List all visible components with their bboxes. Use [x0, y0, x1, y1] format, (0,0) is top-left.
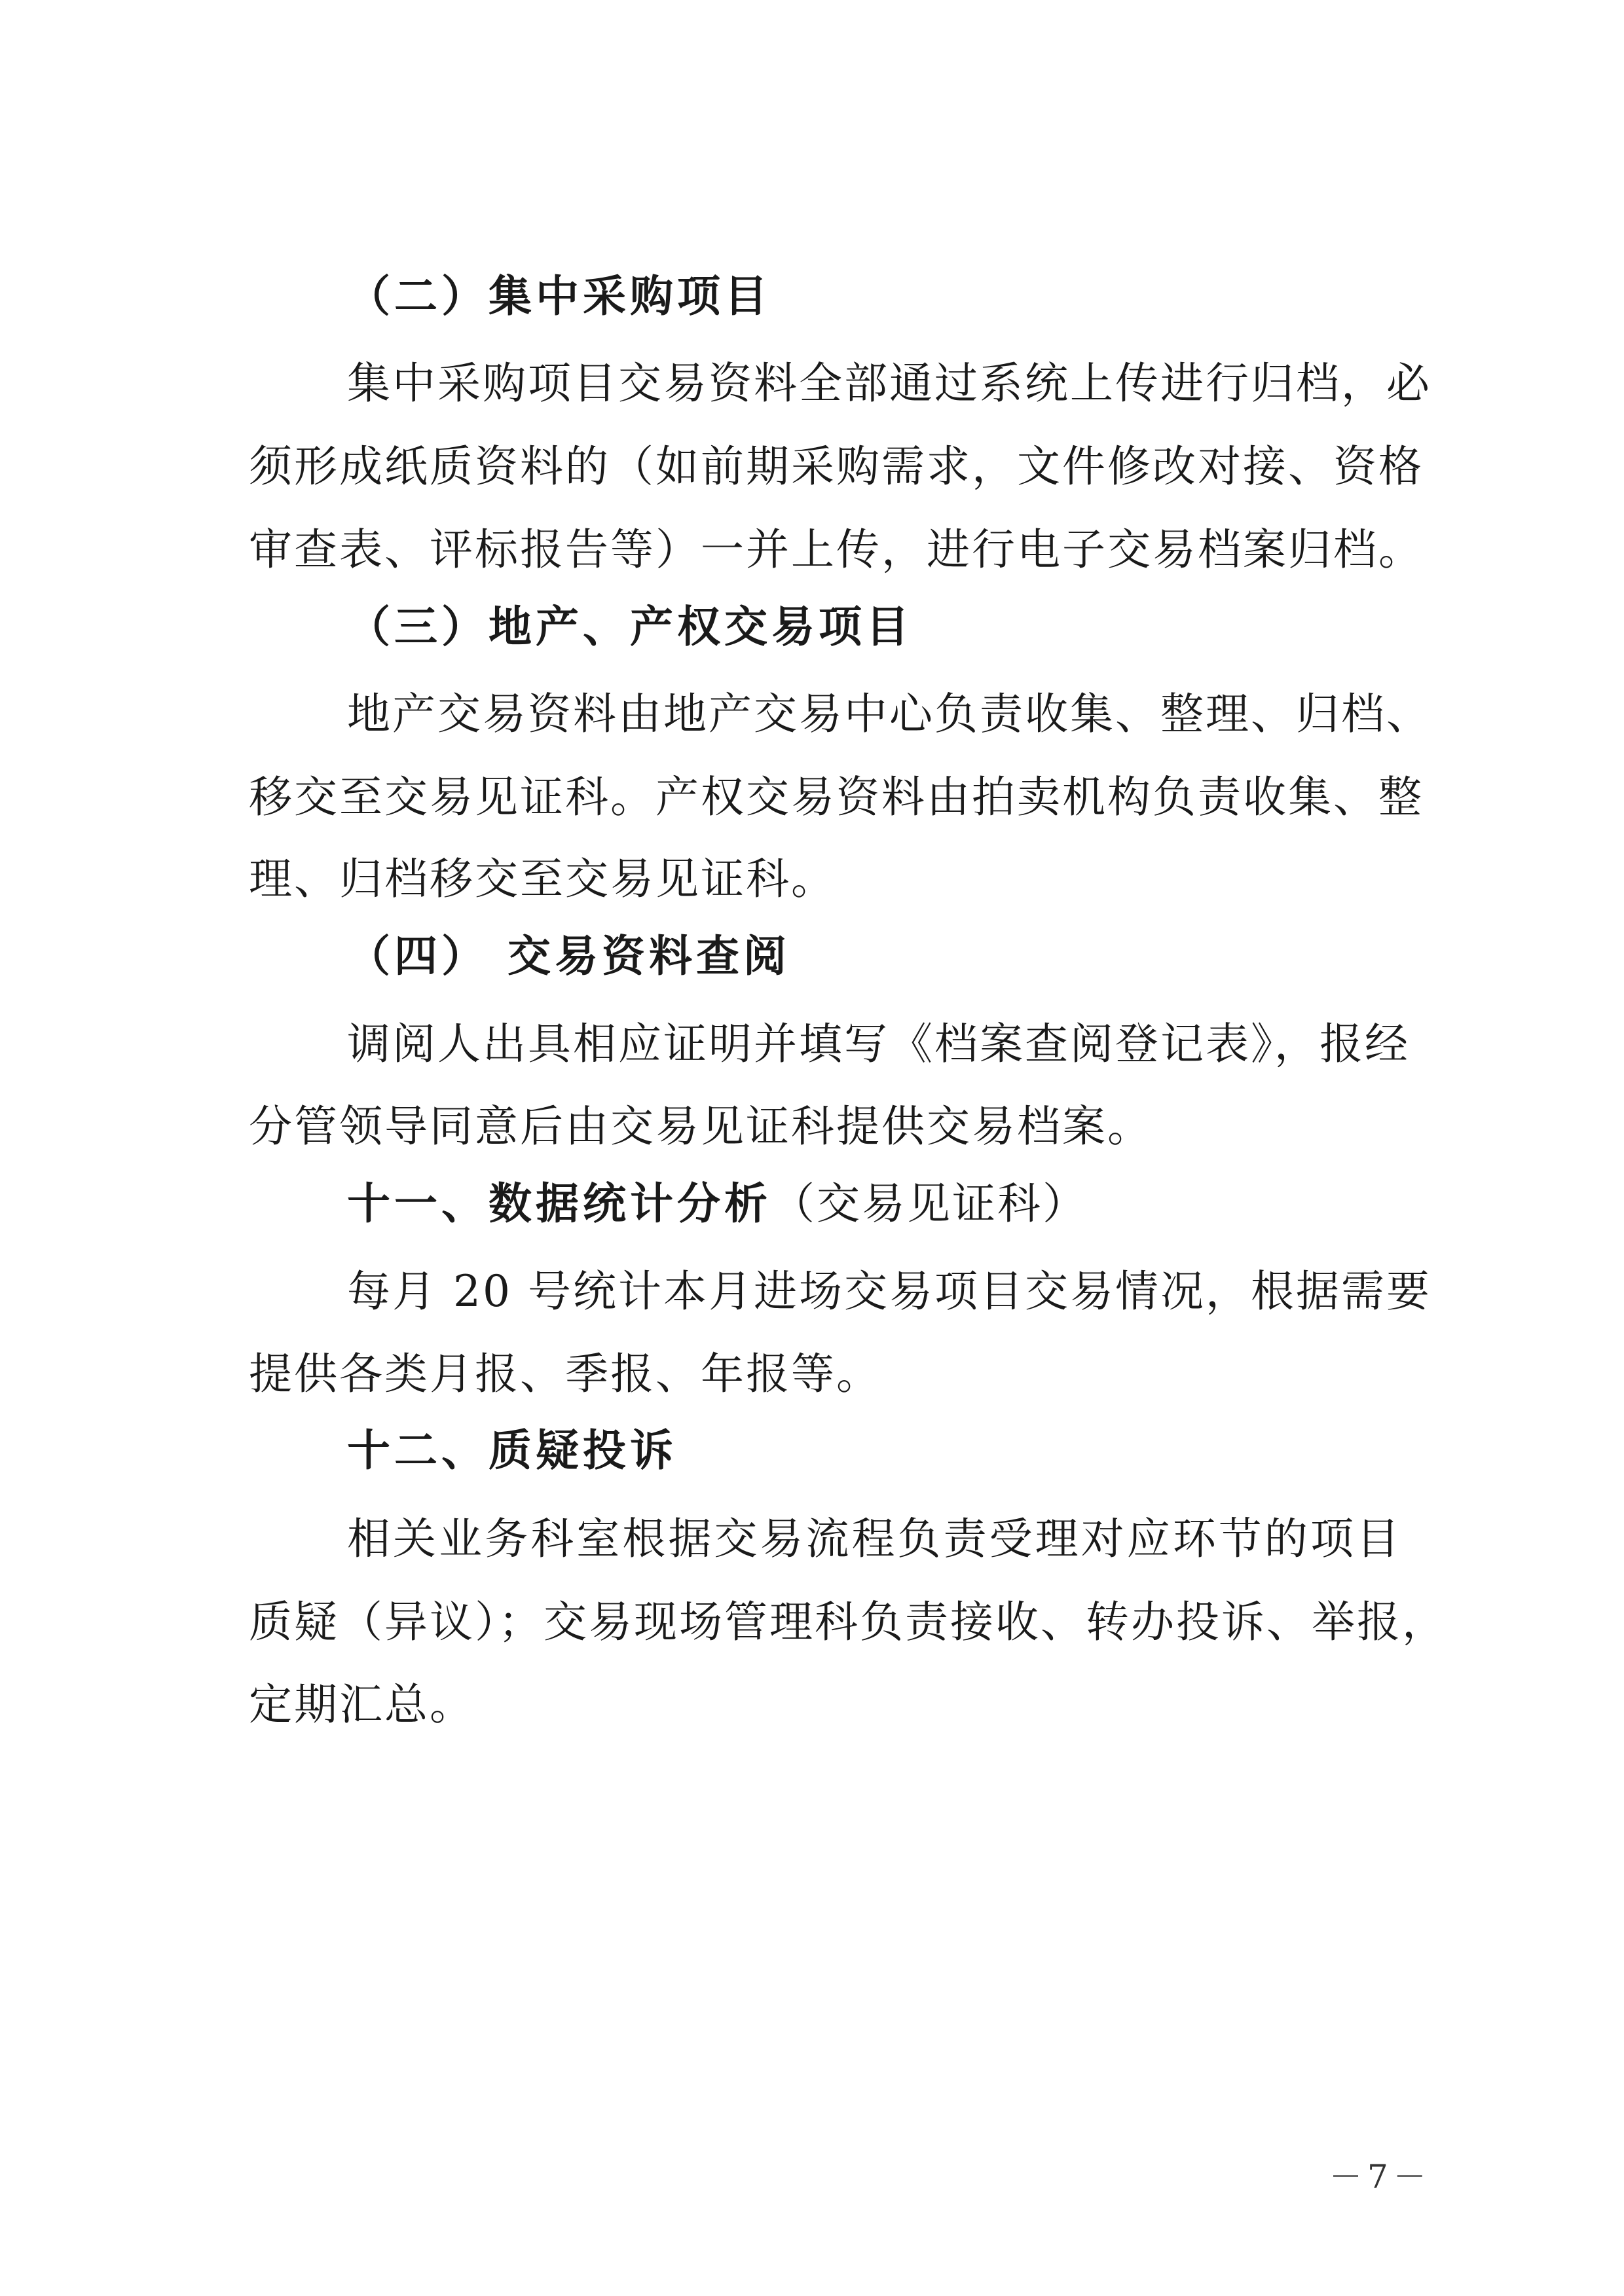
section-3-line-1: 地产交易资料由地产交易中心负责收集、整理、归档、 [347, 689, 1431, 739]
page-number: －7－ [1329, 2158, 1431, 2196]
section-11-heading-suffix: （交易见证科） [771, 1178, 1088, 1229]
section-11-heading-row [347, 1178, 1401, 1229]
section-11-heading: 十一、数据统计分析 [347, 1178, 771, 1229]
section-3-heading: （三）地产、产权交易项目 [347, 602, 913, 652]
section-12-line-1: 相关业务科室根据交易流程负责受理对应环节的项目 [347, 1514, 1401, 1564]
section-12-line-3: 定期汇总。 [249, 1679, 475, 1730]
section-2-line-2: 须形成纸质资料的（如前期采购需求，文件修改对接、资格 [249, 441, 1424, 492]
section-3-line-3: 理、归档移交至交易见证科。 [249, 854, 836, 904]
section-12-heading: 十二、质疑投诉 [347, 1425, 677, 1476]
section-11-line-1: 每月 20 号统计本月进场交易项目交易情况，根据需要 [347, 1266, 1431, 1317]
section-2-line-3: 审查表、评标报告等）一并上传，进行电子交易档案归档。 [249, 524, 1424, 575]
section-2-line-1: 集中采购项目交易资料全部通过系统上传进行归档，必 [347, 358, 1431, 409]
section-12-line-2: 质疑（异议）；交易现场管理科负责接收、转办投诉、举报， [249, 1597, 1447, 1647]
section-3-line-2: 移交至交易见证科。产权交易资料由拍卖机构负责收集、整 [249, 772, 1424, 822]
section-4-line-1: 调阅人出具相应证明并填写《档案查阅登记表》，报经 [347, 1019, 1410, 1069]
section-2-heading: （二）集中采购项目 [347, 271, 771, 321]
section-4-line-2: 分管领导同意后由交易见证科提供交易档案。 [249, 1101, 1153, 1152]
section-4-heading: （四） 交易资料查阅 [347, 931, 790, 981]
section-11-line-2: 提供各类月报、季报、年报等。 [249, 1349, 881, 1399]
